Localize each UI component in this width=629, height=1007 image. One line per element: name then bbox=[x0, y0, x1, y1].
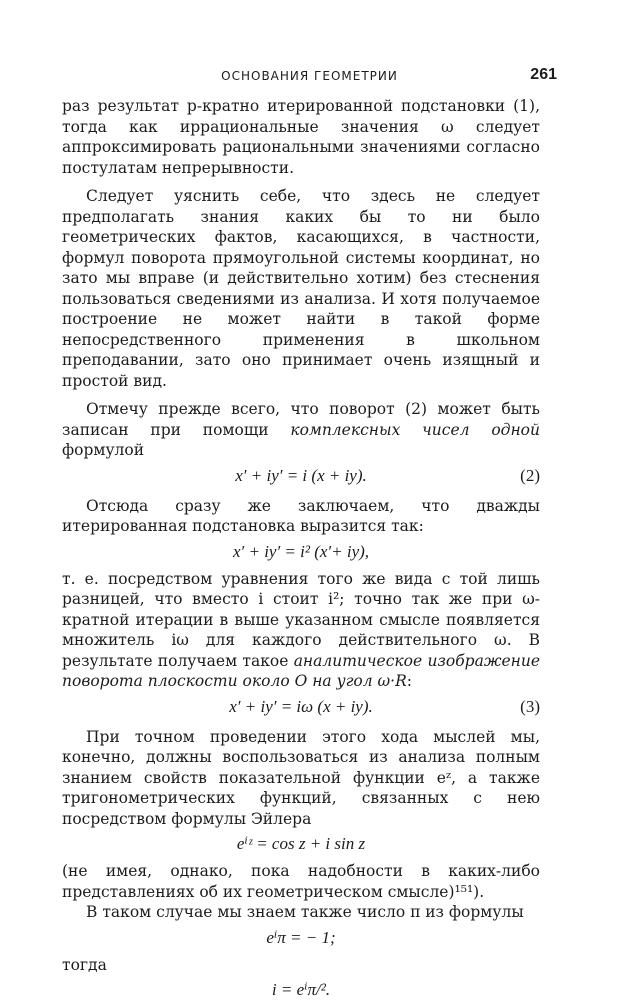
paragraph-9: тогда bbox=[62, 955, 107, 974]
paragraph-3-start: Отмечу прежде всего, что поворот (2) может быть записан при помощи bbox=[62, 400, 540, 439]
paragraph-3-end: формулой bbox=[62, 441, 145, 459]
paragraph-5-end: : bbox=[406, 672, 413, 690]
equation-number-3: (3) bbox=[520, 696, 540, 716]
running-title: ОСНОВАНИЯ ГЕОМЕТРИИ bbox=[221, 69, 398, 83]
formula-3-text: x′ + iy′ = iω (x + iy). bbox=[229, 696, 373, 716]
formula-euler-text: eⁱᶻ = cos z + i sin z bbox=[236, 834, 366, 853]
paragraph-7: (не имея, однако, пока надобности в каких-либо представлениях об их геометрическом смысле)¹⁵¹). bbox=[62, 862, 540, 901]
formula-double-iteration bbox=[62, 540, 540, 564]
body-text bbox=[62, 96, 540, 1007]
paragraph-1: раз результат p-кратно итерированной подстановки (1), тогда как иррациональные значения ω следует аппроксимировать рациональными значениями согласно постулатам непрерывности. bbox=[62, 97, 540, 177]
formula-3 bbox=[62, 695, 540, 719]
formula-i bbox=[62, 978, 540, 1002]
page-header bbox=[62, 66, 557, 88]
paragraph-6: При точном проведении этого хода мыслей мы, конечно, должны воспользоваться из анализа полным знанием свойств показательной функции eᶻ, а также тригонометрических функций, связанных с нею посредством формулы Эйлера bbox=[62, 727, 540, 828]
page-number: 261 bbox=[530, 66, 557, 83]
paragraph-5 bbox=[62, 569, 540, 692]
paragraph-3-italic: комплексных чисел одной bbox=[290, 420, 540, 439]
formula-i-text: i = eⁱπ/². bbox=[271, 980, 331, 999]
paragraph-2: Следует уяснить себе, что здесь не следует предполагать знания каких бы то ни было геометрических фактов, касающихся, в частности, формул поворота прямоугольной системы координат, но зато мы вправе (и действительно хотим) без стеснения пользоваться сведениями из анализа. И хотя получаемое построение не может найти в такой форме непосредственного применения в школьном преподавании, зато оно принимает очень изящный и простой вид. bbox=[62, 187, 540, 390]
paragraph-5-start: т. е. посредством уравнения того же вида с той лишь разницей, что вместо i стоит i²; точно так же при ω-кратной итерации в выше указанном смысле появляется множитель iω для каждого действительного ω. В результате получаем такое bbox=[62, 569, 540, 670]
formula-pi bbox=[62, 926, 540, 950]
paragraph-5-italic: аналитическое изображение поворота плоскости около O на угол ω·R bbox=[62, 651, 540, 690]
equation-number-2: (2) bbox=[520, 465, 540, 485]
formula-pi-text: eⁱπ = − 1; bbox=[266, 927, 336, 947]
formula-double-iteration-text: x′ + iy′ = i² (x′+ iy), bbox=[232, 541, 370, 561]
paragraph-8: В таком случае мы знаем также число π из формулы bbox=[86, 903, 524, 921]
paragraph-4: Отсюда сразу же заключаем, что дважды итерированная подстановка выразится так: bbox=[62, 496, 540, 535]
paragraph-3 bbox=[62, 399, 540, 461]
formula-euler bbox=[62, 832, 540, 856]
formula-2-text: x′ + iy′ = i (x + iy). bbox=[235, 465, 367, 485]
formula-2 bbox=[62, 464, 540, 488]
